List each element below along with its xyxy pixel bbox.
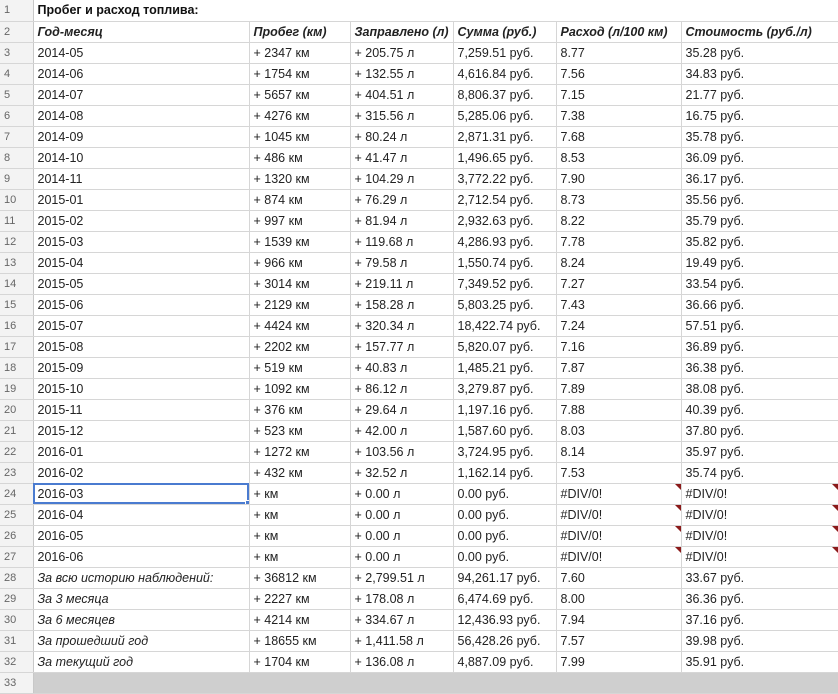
sum-cell[interactable]: 2,871.31 руб. — [453, 126, 556, 147]
data-row — [0, 462, 838, 483]
data-row — [0, 42, 838, 63]
fueled-cell[interactable]: + 103.56 л — [350, 441, 453, 462]
mileage-cell[interactable]: + 519 км — [249, 357, 350, 378]
consumption-cell[interactable]: #DIV/0! — [556, 525, 681, 546]
price-per-liter-cell[interactable]: 36.66 руб. — [681, 294, 838, 315]
year-month-cell[interactable]: 2015-01 — [33, 189, 249, 210]
sum-cell[interactable]: 0.00 руб. — [453, 504, 556, 525]
mileage-cell[interactable]: + 1704 км — [249, 651, 350, 672]
fueled-cell[interactable]: + 334.67 л — [350, 609, 453, 630]
data-row — [0, 252, 838, 273]
price-per-liter-cell[interactable]: 38.08 руб. — [681, 378, 838, 399]
consumption-cell[interactable]: 7.56 — [556, 63, 681, 84]
mileage-cell[interactable]: + 1272 км — [249, 441, 350, 462]
price-per-liter-cell[interactable]: #DIV/0! — [681, 546, 838, 567]
fueled-cell[interactable]: + 157.77 л — [350, 336, 453, 357]
title-row — [0, 0, 838, 21]
mileage-cell[interactable]: + 376 км — [249, 399, 350, 420]
row-header[interactable]: 4 — [0, 63, 33, 84]
year-month-cell[interactable]: 2014-08 — [33, 105, 249, 126]
fueled-cell[interactable]: + 320.34 л — [350, 315, 453, 336]
row-header[interactable]: 32 — [0, 651, 33, 672]
price-per-liter-cell[interactable]: 35.97 руб. — [681, 441, 838, 462]
consumption-cell[interactable]: 8.73 — [556, 189, 681, 210]
data-row — [0, 147, 838, 168]
data-row — [0, 168, 838, 189]
mileage-cell[interactable]: + 5657 км — [249, 84, 350, 105]
fueled-cell[interactable]: + 1,411.58 л — [350, 630, 453, 651]
sum-cell[interactable]: 2,712.54 руб. — [453, 189, 556, 210]
fueled-cell[interactable]: + 219.11 л — [350, 273, 453, 294]
summary-row — [0, 651, 838, 672]
fueled-cell[interactable]: + 132.55 л — [350, 63, 453, 84]
mileage-cell[interactable]: + 1754 км — [249, 63, 350, 84]
consumption-cell[interactable]: 7.94 — [556, 609, 681, 630]
year-month-cell[interactable]: 2014-06 — [33, 63, 249, 84]
mileage-cell[interactable]: + 4214 км — [249, 609, 350, 630]
fueled-cell[interactable]: + 86.12 л — [350, 378, 453, 399]
year-month-cell[interactable]: 2015-05 — [33, 273, 249, 294]
year-month-cell[interactable]: 2016-04 — [33, 504, 249, 525]
year-month-cell[interactable]: 2015-09 — [33, 357, 249, 378]
row-header[interactable]: 5 — [0, 84, 33, 105]
consumption-cell[interactable]: 7.89 — [556, 378, 681, 399]
consumption-cell[interactable]: 7.43 — [556, 294, 681, 315]
fueled-cell[interactable]: + 205.75 л — [350, 42, 453, 63]
row-header[interactable]: 13 — [0, 252, 33, 273]
consumption-cell[interactable]: 7.15 — [556, 84, 681, 105]
consumption-cell[interactable]: #DIV/0! — [556, 546, 681, 567]
data-row — [0, 483, 838, 504]
consumption-cell[interactable]: 8.14 — [556, 441, 681, 462]
row-header[interactable]: 23 — [0, 462, 33, 483]
price-per-liter-cell[interactable]: 33.54 руб. — [681, 273, 838, 294]
sum-cell[interactable]: 94,261.17 руб. — [453, 567, 556, 588]
data-row — [0, 336, 838, 357]
sum-cell[interactable]: 5,285.06 руб. — [453, 105, 556, 126]
fueled-cell[interactable]: + 79.58 л — [350, 252, 453, 273]
consumption-cell[interactable]: 7.88 — [556, 399, 681, 420]
price-per-liter-cell[interactable]: 19.49 руб. — [681, 252, 838, 273]
price-per-liter-cell[interactable]: 33.67 руб. — [681, 567, 838, 588]
sheet-title[interactable]: Пробег и расход топлива: — [33, 0, 838, 21]
price-per-liter-cell[interactable]: 37.16 руб. — [681, 609, 838, 630]
price-per-liter-cell[interactable]: #DIV/0! — [681, 483, 838, 504]
summary-row — [0, 588, 838, 609]
sum-cell[interactable]: 7,349.52 руб. — [453, 273, 556, 294]
fueled-cell[interactable]: + 29.64 л — [350, 399, 453, 420]
column-header-row — [0, 21, 838, 42]
mileage-cell[interactable]: + 2129 км — [249, 294, 350, 315]
column-header-consumption[interactable]: Расход (л/100 км) — [556, 21, 681, 42]
consumption-cell[interactable]: 7.78 — [556, 231, 681, 252]
price-per-liter-cell[interactable]: 36.89 руб. — [681, 336, 838, 357]
sum-cell[interactable]: 5,820.07 руб. — [453, 336, 556, 357]
fueled-cell[interactable]: + 40.83 л — [350, 357, 453, 378]
column-header-price-per-liter[interactable]: Стоимость (руб./л) — [681, 21, 838, 42]
year-month-cell[interactable]: 2014-10 — [33, 147, 249, 168]
consumption-cell[interactable]: 8.22 — [556, 210, 681, 231]
mileage-cell[interactable]: + 1092 км — [249, 378, 350, 399]
price-per-liter-cell[interactable]: 36.09 руб. — [681, 147, 838, 168]
consumption-cell[interactable]: #DIV/0! — [556, 504, 681, 525]
row-header[interactable]: 20 — [0, 399, 33, 420]
mileage-cell[interactable]: + 36812 км — [249, 567, 350, 588]
sum-cell[interactable]: 6,474.69 руб. — [453, 588, 556, 609]
year-month-cell[interactable]: 2015-10 — [33, 378, 249, 399]
sum-cell[interactable]: 0.00 руб. — [453, 483, 556, 504]
price-per-liter-cell[interactable]: 35.82 руб. — [681, 231, 838, 252]
mileage-cell[interactable]: + 2202 км — [249, 336, 350, 357]
price-per-liter-cell[interactable]: 36.17 руб. — [681, 168, 838, 189]
year-month-cell[interactable]: За 6 месяцев — [33, 609, 249, 630]
sum-cell[interactable]: 5,803.25 руб. — [453, 294, 556, 315]
row-header[interactable]: 1 — [0, 0, 33, 21]
price-per-liter-cell[interactable]: 39.98 руб. — [681, 630, 838, 651]
consumption-cell[interactable]: 8.00 — [556, 588, 681, 609]
price-per-liter-cell[interactable]: 36.38 руб. — [681, 357, 838, 378]
year-month-cell[interactable]: За текущий год — [33, 651, 249, 672]
price-per-liter-cell[interactable]: 36.36 руб. — [681, 588, 838, 609]
data-row — [0, 231, 838, 252]
row-header[interactable]: 15 — [0, 294, 33, 315]
year-month-cell[interactable]: За прошедший год — [33, 630, 249, 651]
fueled-cell[interactable]: + 0.00 л — [350, 504, 453, 525]
year-month-cell[interactable]: 2016-01 — [33, 441, 249, 462]
fueled-cell[interactable]: + 404.51 л — [350, 84, 453, 105]
sum-cell[interactable]: 7,259.51 руб. — [453, 42, 556, 63]
fueled-cell[interactable]: + 119.68 л — [350, 231, 453, 252]
price-per-liter-cell[interactable]: 37.80 руб. — [681, 420, 838, 441]
consumption-cell[interactable]: 8.24 — [556, 252, 681, 273]
row-header[interactable]: 3 — [0, 42, 33, 63]
mileage-cell[interactable]: + 486 км — [249, 147, 350, 168]
row-header[interactable]: 25 — [0, 504, 33, 525]
data-row — [0, 420, 838, 441]
sum-cell[interactable]: 56,428.26 руб. — [453, 630, 556, 651]
data-row — [0, 441, 838, 462]
year-month-cell[interactable]: 2016-05 — [33, 525, 249, 546]
mileage-cell[interactable]: + км — [249, 525, 350, 546]
consumption-cell[interactable]: 8.77 — [556, 42, 681, 63]
price-per-liter-cell[interactable]: #DIV/0! — [681, 504, 838, 525]
year-month-cell[interactable]: 2015-04 — [33, 252, 249, 273]
consumption-cell[interactable]: 7.53 — [556, 462, 681, 483]
year-month-cell[interactable]: 2015-03 — [33, 231, 249, 252]
fueled-cell[interactable]: + 315.56 л — [350, 105, 453, 126]
price-per-liter-cell[interactable]: 35.74 руб. — [681, 462, 838, 483]
price-per-liter-cell[interactable]: 40.39 руб. — [681, 399, 838, 420]
summary-row — [0, 609, 838, 630]
data-row — [0, 315, 838, 336]
year-month-cell[interactable]: 2014-05 — [33, 42, 249, 63]
mileage-cell[interactable]: + 997 км — [249, 210, 350, 231]
year-month-cell[interactable]: 2014-07 — [33, 84, 249, 105]
row-header[interactable]: 8 — [0, 147, 33, 168]
year-month-cell[interactable]: 2015-11 — [33, 399, 249, 420]
row-header[interactable]: 12 — [0, 231, 33, 252]
year-month-cell[interactable]: 2015-12 — [33, 420, 249, 441]
data-row — [0, 210, 838, 231]
fueled-cell[interactable]: + 158.28 л — [350, 294, 453, 315]
consumption-cell[interactable]: #DIV/0! — [556, 483, 681, 504]
data-row — [0, 357, 838, 378]
mileage-cell[interactable]: + 432 км — [249, 462, 350, 483]
year-month-cell[interactable]: 2015-06 — [33, 294, 249, 315]
row-header[interactable]: 27 — [0, 546, 33, 567]
summary-row — [0, 630, 838, 651]
row-header[interactable]: 14 — [0, 273, 33, 294]
mileage-cell[interactable]: + км — [249, 504, 350, 525]
data-row — [0, 294, 838, 315]
consumption-cell[interactable]: 7.57 — [556, 630, 681, 651]
row-header[interactable]: 16 — [0, 315, 33, 336]
consumption-cell[interactable]: 7.90 — [556, 168, 681, 189]
price-per-liter-cell[interactable]: 35.91 руб. — [681, 651, 838, 672]
column-header-sum[interactable]: Сумма (руб.) — [453, 21, 556, 42]
sum-cell[interactable]: 3,724.95 руб. — [453, 441, 556, 462]
sum-cell[interactable]: 4,286.93 руб. — [453, 231, 556, 252]
sum-cell[interactable]: 3,772.22 руб. — [453, 168, 556, 189]
mileage-cell[interactable]: + 4424 км — [249, 315, 350, 336]
sum-cell[interactable]: 1,550.74 руб. — [453, 252, 556, 273]
row-header[interactable]: 19 — [0, 378, 33, 399]
row-header[interactable]: 18 — [0, 357, 33, 378]
price-per-liter-cell[interactable]: 16.75 руб. — [681, 105, 838, 126]
price-per-liter-cell[interactable]: #DIV/0! — [681, 525, 838, 546]
fueled-cell[interactable]: + 104.29 л — [350, 168, 453, 189]
row-header[interactable]: 2 — [0, 21, 33, 42]
year-month-cell[interactable]: 2014-09 — [33, 126, 249, 147]
year-month-cell[interactable]: За всю историю наблюдений: — [33, 567, 249, 588]
row-header[interactable]: 33 — [0, 672, 33, 693]
year-month-cell[interactable]: 2015-07 — [33, 315, 249, 336]
fueled-cell[interactable]: + 2,799.51 л — [350, 567, 453, 588]
summary-row — [0, 567, 838, 588]
sum-cell[interactable]: 1,162.14 руб. — [453, 462, 556, 483]
sum-cell[interactable]: 4,616.84 руб. — [453, 63, 556, 84]
consumption-cell[interactable]: 7.38 — [556, 105, 681, 126]
fueled-cell[interactable]: + 0.00 л — [350, 546, 453, 567]
mileage-cell[interactable]: + 3014 км — [249, 273, 350, 294]
sum-cell[interactable]: 3,279.87 руб. — [453, 378, 556, 399]
price-per-liter-cell[interactable]: 57.51 руб. — [681, 315, 838, 336]
sum-cell[interactable]: 1,587.60 руб. — [453, 420, 556, 441]
row-header[interactable]: 28 — [0, 567, 33, 588]
sum-cell[interactable]: 0.00 руб. — [453, 546, 556, 567]
row-header[interactable]: 24 — [0, 483, 33, 504]
mileage-cell[interactable]: + 2347 км — [249, 42, 350, 63]
mileage-cell[interactable]: + км — [249, 546, 350, 567]
year-month-cell[interactable]: 2016-03 — [33, 483, 249, 504]
sum-cell[interactable]: 4,887.09 руб. — [453, 651, 556, 672]
mileage-cell[interactable]: + км — [249, 483, 350, 504]
price-per-liter-cell[interactable]: 35.78 руб. — [681, 126, 838, 147]
row-header[interactable]: 9 — [0, 168, 33, 189]
price-per-liter-cell[interactable]: 35.79 руб. — [681, 210, 838, 231]
mileage-cell[interactable]: + 1045 км — [249, 126, 350, 147]
fueled-cell[interactable]: + 136.08 л — [350, 651, 453, 672]
sum-cell[interactable]: 12,436.93 руб. — [453, 609, 556, 630]
sum-cell[interactable]: 18,422.74 руб. — [453, 315, 556, 336]
consumption-cell[interactable]: 7.27 — [556, 273, 681, 294]
price-per-liter-cell[interactable]: 21.77 руб. — [681, 84, 838, 105]
year-month-cell[interactable]: 2015-08 — [33, 336, 249, 357]
year-month-cell[interactable]: 2016-02 — [33, 462, 249, 483]
data-row — [0, 189, 838, 210]
year-month-cell[interactable]: За 3 месяца — [33, 588, 249, 609]
price-per-liter-cell[interactable]: 35.28 руб. — [681, 42, 838, 63]
row-header[interactable]: 21 — [0, 420, 33, 441]
fueled-cell[interactable]: + 178.08 л — [350, 588, 453, 609]
column-header-fueled[interactable]: Заправлено (л) — [350, 21, 453, 42]
fueled-cell[interactable]: + 42.00 л — [350, 420, 453, 441]
fueled-cell[interactable]: + 81.94 л — [350, 210, 453, 231]
consumption-cell[interactable]: 8.03 — [556, 420, 681, 441]
year-month-cell[interactable]: 2015-02 — [33, 210, 249, 231]
fueled-cell[interactable]: + 0.00 л — [350, 483, 453, 504]
data-row — [0, 504, 838, 525]
row-header[interactable]: 29 — [0, 588, 33, 609]
row-header[interactable]: 6 — [0, 105, 33, 126]
data-row — [0, 105, 838, 126]
year-month-cell[interactable]: 2016-06 — [33, 546, 249, 567]
row-header[interactable]: 11 — [0, 210, 33, 231]
consumption-cell[interactable]: 7.60 — [556, 567, 681, 588]
row-header[interactable]: 26 — [0, 525, 33, 546]
data-row — [0, 399, 838, 420]
fueled-cell[interactable]: + 32.52 л — [350, 462, 453, 483]
consumption-cell[interactable]: 7.87 — [556, 357, 681, 378]
data-row — [0, 84, 838, 105]
consumption-cell[interactable]: 7.16 — [556, 336, 681, 357]
row-header[interactable]: 31 — [0, 630, 33, 651]
price-per-liter-cell[interactable]: 35.56 руб. — [681, 189, 838, 210]
sum-cell[interactable]: 8,806.37 руб. — [453, 84, 556, 105]
sum-cell[interactable]: 1,496.65 руб. — [453, 147, 556, 168]
consumption-cell[interactable]: 7.99 — [556, 651, 681, 672]
column-header-mileage[interactable]: Пробег (км) — [249, 21, 350, 42]
data-row — [0, 378, 838, 399]
data-row — [0, 546, 838, 567]
grid-footer-bar — [33, 672, 838, 693]
sum-cell[interactable]: 1,197.16 руб. — [453, 399, 556, 420]
mileage-cell[interactable]: + 18655 км — [249, 630, 350, 651]
sum-cell[interactable]: 1,485.21 руб. — [453, 357, 556, 378]
row-header[interactable]: 17 — [0, 336, 33, 357]
column-header-year-month[interactable]: Год-месяц — [33, 21, 249, 42]
fueled-cell[interactable]: + 41.47 л — [350, 147, 453, 168]
sum-cell[interactable]: 2,932.63 руб. — [453, 210, 556, 231]
consumption-cell[interactable]: 8.53 — [556, 147, 681, 168]
mileage-cell[interactable]: + 1320 км — [249, 168, 350, 189]
row-header[interactable]: 22 — [0, 441, 33, 462]
data-row — [0, 273, 838, 294]
mileage-cell[interactable]: + 4276 км — [249, 105, 350, 126]
data-row — [0, 126, 838, 147]
fueled-cell[interactable]: + 0.00 л — [350, 525, 453, 546]
fueled-cell[interactable]: + 80.24 л — [350, 126, 453, 147]
data-row — [0, 63, 838, 84]
mileage-cell[interactable]: + 966 км — [249, 252, 350, 273]
mileage-cell[interactable]: + 1539 км — [249, 231, 350, 252]
data-row — [0, 525, 838, 546]
sum-cell[interactable]: 0.00 руб. — [453, 525, 556, 546]
mileage-cell[interactable]: + 874 км — [249, 189, 350, 210]
fueled-cell[interactable]: + 76.29 л — [350, 189, 453, 210]
consumption-cell[interactable]: 7.24 — [556, 315, 681, 336]
mileage-cell[interactable]: + 2227 км — [249, 588, 350, 609]
year-month-cell[interactable]: 2014-11 — [33, 168, 249, 189]
row-header[interactable]: 10 — [0, 189, 33, 210]
mileage-cell[interactable]: + 523 км — [249, 420, 350, 441]
row-header[interactable]: 30 — [0, 609, 33, 630]
row-header[interactable]: 7 — [0, 126, 33, 147]
price-per-liter-cell[interactable]: 34.83 руб. — [681, 63, 838, 84]
empty-row — [0, 672, 838, 693]
consumption-cell[interactable]: 7.68 — [556, 126, 681, 147]
